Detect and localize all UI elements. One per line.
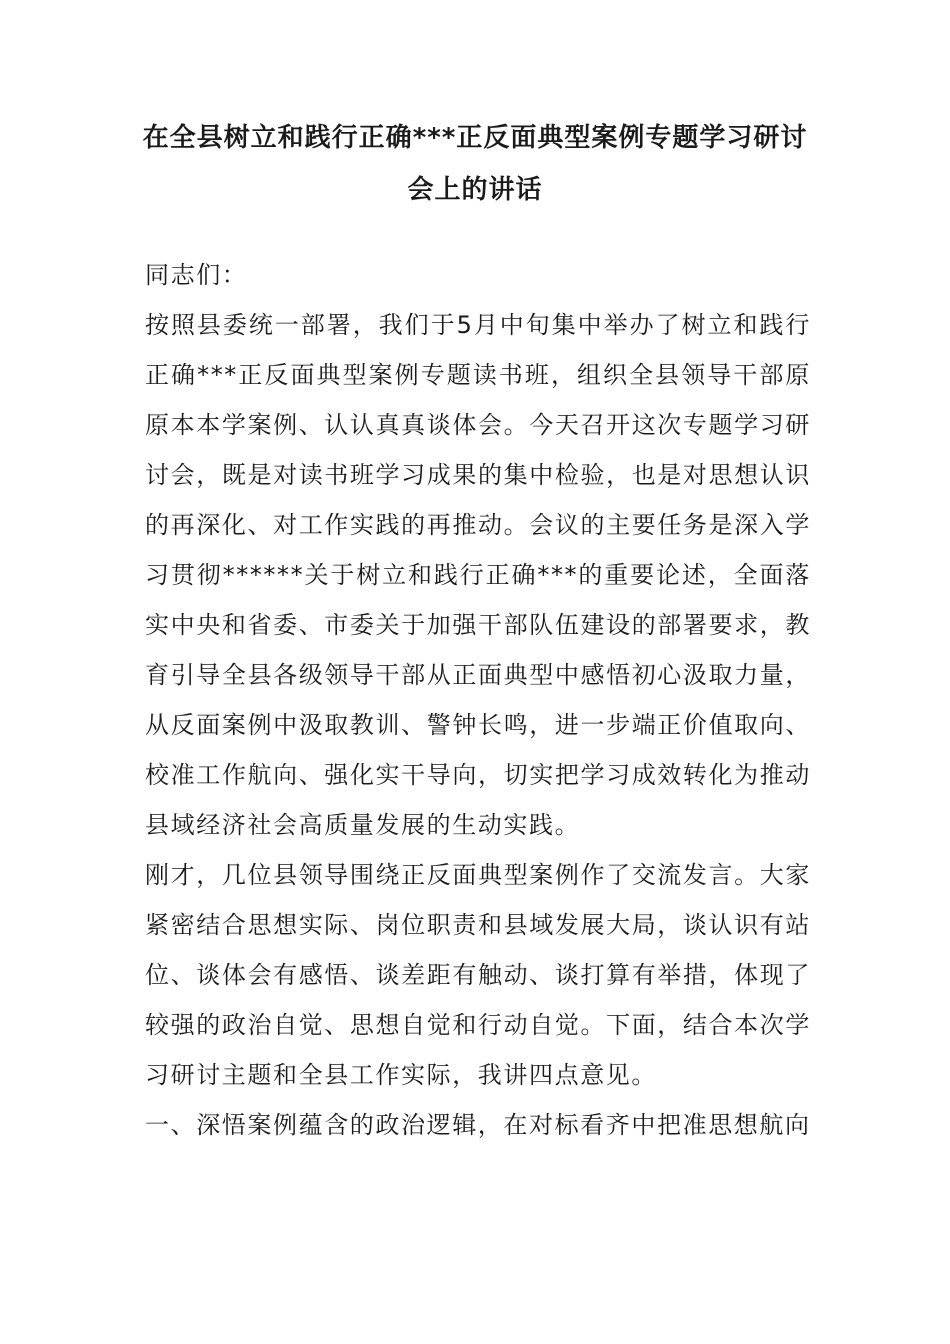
document-body [145, 250, 811, 1150]
section-heading-one: 一、深悟案例蕴含的政治逻辑，在对标看齐中把准思想航向 [145, 1111, 811, 1139]
paragraph-intro: 按照县委统一部署，我们于5月中旬集中举办了树立和践行正确***正反面典型案例专题读书班，组织全县领导干部原原本本学案例、认认真真谈体会。今天召开这次专题学习研讨会，既是对读书班学习成果的集中检验，也是对思想认识的再深化、对工作实践的再推动。会议的主要任务是深入学习贯彻******关于树立和践行正确***的重要论述，全面落实中央和省委、市委关于加强干部队伍建设的部署要求，教育引导全县各级领导干部从正面典型中感悟初心汲取力量，从反面案例中汲取教训、警钟长鸣，进一步端正价值取向、校准工作航向、强化实干导向，切实把学习成效转化为推动县域经济社会高质量发展的生动实践。 [145, 311, 811, 839]
document-title: 在全县树立和践行正确***正反面典型案例专题学习研讨会上的讲话 [142, 123, 808, 205]
salutation: 同志们： [145, 261, 248, 289]
paragraph-summary: 刚才，几位县领导围绕正反面典型案例作了交流发言。大家紧密结合思想实际、岗位职责和县域发展大局，谈认识有站位、谈体会有感悟、谈差距有触动、谈打算有举措，体现了较强的政治自觉、思想自觉和行动自觉。下面，结合本次学习研讨主题和全县工作实际，我讲四点意见。 [145, 861, 811, 1089]
